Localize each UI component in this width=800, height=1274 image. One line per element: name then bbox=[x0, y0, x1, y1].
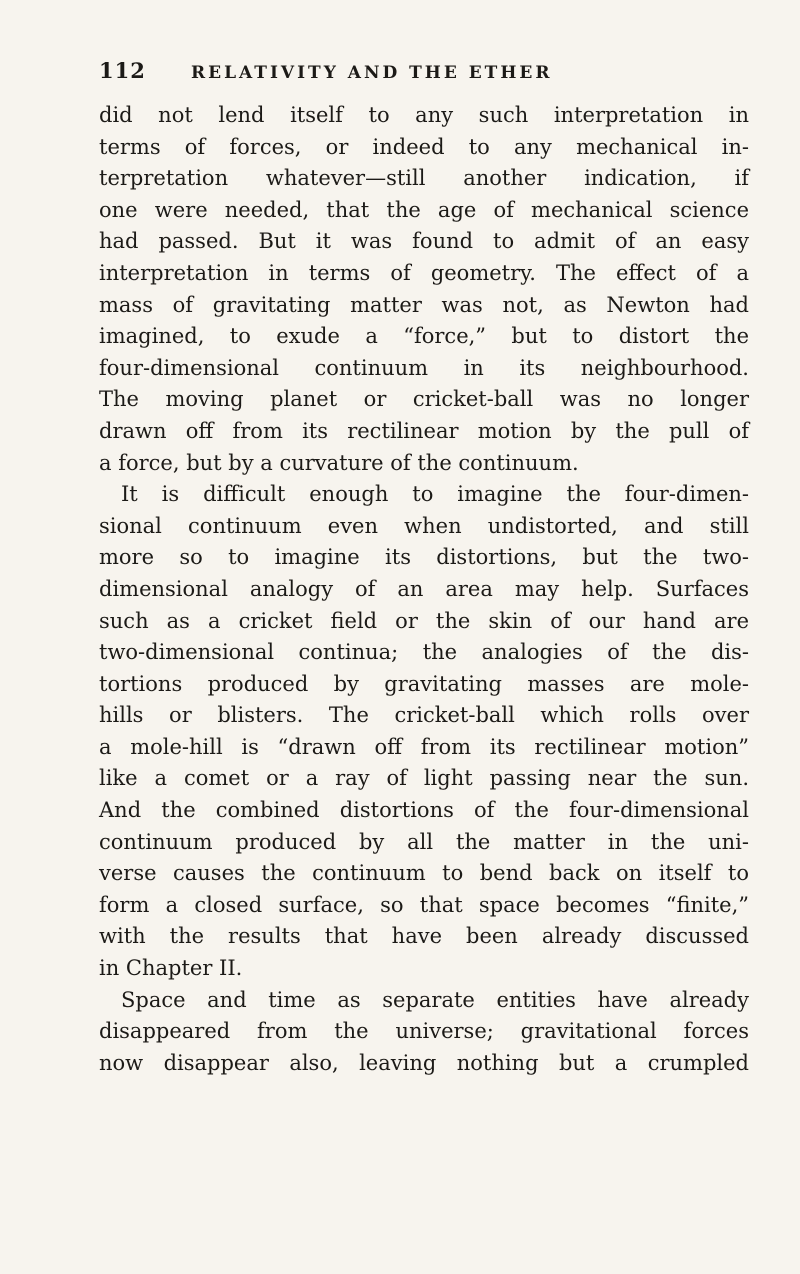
text-line: mass of gravitating matter was not, as Newton had bbox=[99, 292, 749, 317]
text-line: terms of forces, or indeed to any mechanical in- bbox=[99, 134, 749, 159]
paragraph bbox=[99, 479, 749, 985]
text-line: like a comet or a ray of light passing near the sun. bbox=[99, 766, 749, 791]
paragraph bbox=[99, 985, 749, 1080]
paragraph bbox=[99, 100, 749, 479]
text-line: Space and time as separate entities have already bbox=[121, 987, 749, 1012]
text-line: The moving planet or cricket-ball was no longer bbox=[99, 387, 749, 412]
text-line: tortions produced by gravitating masses are mole- bbox=[99, 671, 749, 696]
text-line: in Chapter II. bbox=[99, 956, 243, 981]
text-line: And the combined distortions of the four-dimensional bbox=[99, 798, 749, 823]
text-line: a mole-hill is “drawn off from its rectilinear motion” bbox=[99, 734, 749, 759]
text-line: such as a cricket field or the skin of our hand are bbox=[99, 608, 749, 633]
text-line: dimensional analogy of an area may help. Surfaces bbox=[99, 576, 749, 601]
text-line: with the results that have been already discussed bbox=[99, 924, 749, 949]
text-line: had passed. But it was found to admit of an easy bbox=[99, 229, 749, 254]
text-line: four-dimensional continuum in its neighbourhood. bbox=[99, 355, 749, 380]
text-line: form a closed surface, so that space becomes “finite,” bbox=[99, 892, 749, 917]
book-page bbox=[99, 58, 749, 1079]
text-line: a force, but by a curvature of the continuum. bbox=[99, 450, 579, 475]
text-line: verse causes the continuum to bend back on itself to bbox=[99, 861, 749, 886]
text-line: It is difficult enough to imagine the four-dimen- bbox=[121, 482, 749, 507]
text-line: now disappear also, leaving nothing but a crumpled bbox=[99, 1050, 749, 1075]
text-line: disappeared from the universe; gravitational forces bbox=[99, 1019, 749, 1044]
body-text bbox=[99, 100, 749, 1079]
text-line: one were needed, that the age of mechanical science bbox=[99, 197, 749, 222]
text-line: imagined, to exude a “force,” but to distort the bbox=[99, 324, 749, 349]
text-line: sional continuum even when undistorted, and still bbox=[99, 513, 749, 538]
running-title: RELATIVITY AND THE ETHER bbox=[191, 63, 553, 83]
text-line: more so to imagine its distortions, but the two- bbox=[99, 545, 749, 570]
text-line: hills or blisters. The cricket-ball which rolls over bbox=[99, 703, 749, 728]
text-line: interpretation in terms of geometry. The effect of a bbox=[99, 260, 749, 285]
page-number: 112 bbox=[99, 58, 146, 83]
text-line: terpretation whatever—still another indication, if bbox=[99, 166, 749, 191]
running-header bbox=[99, 58, 749, 92]
text-line: two-dimensional continua; the analogies of the dis- bbox=[99, 640, 749, 665]
text-line: continuum produced by all the matter in the uni- bbox=[99, 829, 749, 854]
text-line: did not lend itself to any such interpretation in bbox=[99, 103, 749, 127]
text-line: drawn off from its rectilinear motion by the pull of bbox=[99, 418, 749, 443]
